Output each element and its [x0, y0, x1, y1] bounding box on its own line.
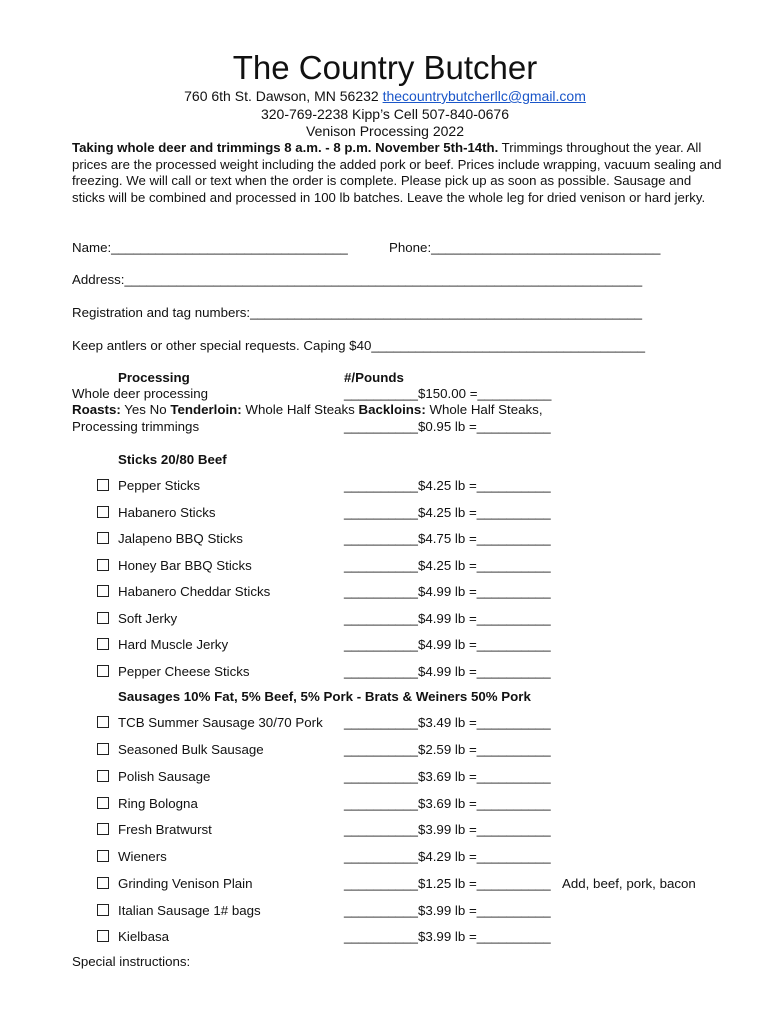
checkbox[interactable] — [97, 506, 109, 518]
item-label: Italian Sausage 1# bags — [118, 903, 261, 918]
email-link[interactable]: thecountrybutcherllc@gmail.com — [382, 88, 586, 104]
item-label: Ring Bologna — [118, 796, 198, 811]
item-label: Polish Sausage — [118, 769, 211, 784]
item-price[interactable]: __________$3.99 lb =__________ — [344, 903, 551, 918]
trimmings-price[interactable]: __________$0.95 lb =__________ — [344, 419, 551, 434]
item-label: Jalapeno BBQ Sticks — [118, 531, 243, 546]
sticks-heading: Sticks 20/80 Beef — [118, 452, 227, 467]
item-label: Habanero Sticks — [118, 505, 216, 520]
intro-bold: Taking whole deer and trimmings 8 a.m. - 8 p.m. November 5th-14th. — [72, 140, 499, 155]
item-price[interactable]: __________$4.75 lb =__________ — [344, 531, 551, 546]
item-label: Pepper Sticks — [118, 478, 201, 493]
processing-heading: Processing — [118, 370, 190, 385]
item-label: Hard Muscle Jerky — [118, 637, 229, 652]
whole-deer-label: Whole deer processing — [72, 386, 208, 401]
checkbox[interactable] — [97, 559, 109, 571]
item-price[interactable]: __________$4.99 lb =__________ — [344, 584, 551, 599]
item-label: Wieners — [118, 849, 167, 864]
roasts-options[interactable]: Yes No — [120, 402, 171, 417]
item-label: Seasoned Bulk Sausage — [118, 742, 264, 757]
item-price[interactable]: __________$3.99 lb =__________ — [344, 929, 551, 944]
checkbox[interactable] — [97, 532, 109, 544]
item-label: Grinding Venison Plain — [118, 876, 253, 891]
phone-field[interactable]: Phone:_______________________________ — [389, 240, 661, 255]
checkbox[interactable] — [97, 930, 109, 942]
item-label: Honey Bar BBQ Sticks — [118, 558, 252, 573]
intro-text: Trimmings throughout the year. All prices are the processed weight including the added pork or beef. Prices include wrapping, vacuum sealing and freezing. We will call or text when the order is complete. Please pick up as soon as possible. Sausage and sticks will be combined and processed in 100 lb batches. Leave the whole leg for dried venison or hard jerky. — [72, 140, 722, 205]
item-label: Soft Jerky — [118, 611, 178, 626]
backloins-options[interactable]: Whole Half Steaks, — [425, 402, 543, 417]
checkbox[interactable] — [97, 716, 109, 728]
item-label: Pepper Cheese Sticks — [118, 664, 250, 679]
address-line — [0, 88, 770, 105]
item-label: Kielbasa — [118, 929, 170, 944]
backloins-label: Backloins: — [358, 402, 426, 417]
pounds-heading: #/Pounds — [344, 370, 404, 385]
item-price[interactable]: __________$3.49 lb =__________ — [344, 715, 551, 730]
registration-field[interactable]: Registration and tag numbers:_____________________________________________________ — [72, 305, 643, 320]
item-price[interactable]: __________$3.69 lb =__________ — [344, 769, 551, 784]
cut-options-row — [72, 402, 543, 418]
item-price[interactable]: __________$4.99 lb =__________ — [344, 637, 551, 652]
item-price[interactable]: __________$4.99 lb =__________ — [344, 664, 551, 679]
checkbox[interactable] — [97, 665, 109, 677]
item-price[interactable]: __________$4.25 lb =__________ — [344, 478, 551, 493]
checkbox[interactable] — [97, 585, 109, 597]
address-field[interactable]: Address:______________________________________________________________________ — [72, 272, 643, 287]
item-label: Habanero Cheddar Sticks — [118, 584, 271, 599]
checkbox[interactable] — [97, 770, 109, 782]
checkbox[interactable] — [97, 612, 109, 624]
item-note: Add, beef, pork, bacon — [562, 876, 696, 891]
trimmings-label: Processing trimmings — [72, 419, 200, 434]
tenderloin-label: Tenderloin: — [170, 402, 242, 417]
checkbox[interactable] — [97, 479, 109, 491]
checkbox[interactable] — [97, 850, 109, 862]
form-subtitle: Venison Processing 2022 — [306, 123, 464, 139]
checkbox[interactable] — [97, 743, 109, 755]
special-requests-field[interactable]: Keep antlers or other special requests. Caping $40_____________________________________ — [72, 338, 645, 353]
checkbox[interactable] — [97, 797, 109, 809]
item-price[interactable]: __________$1.25 lb =__________ — [344, 876, 551, 891]
roasts-label: Roasts: — [72, 402, 121, 417]
shop-address: 760 6th St. Dawson, MN 56232 — [184, 88, 379, 104]
item-price[interactable]: __________$3.99 lb =__________ — [344, 822, 551, 837]
item-price[interactable]: __________$2.59 lb =__________ — [344, 742, 551, 757]
item-price[interactable]: __________$4.25 lb =__________ — [344, 505, 551, 520]
item-label: Fresh Bratwurst — [118, 822, 212, 837]
tenderloin-options[interactable]: Whole Half Steaks — [241, 402, 359, 417]
checkbox[interactable] — [97, 638, 109, 650]
item-price[interactable]: __________$4.99 lb =__________ — [344, 611, 551, 626]
sausages-heading: Sausages 10% Fat, 5% Beef, 5% Pork - Brats & Weiners 50% Pork — [118, 689, 531, 704]
item-label: TCB Summer Sausage 30/70 Pork — [118, 715, 323, 730]
checkbox[interactable] — [97, 877, 109, 889]
item-price[interactable]: __________$3.69 lb =__________ — [344, 796, 551, 811]
checkbox[interactable] — [97, 823, 109, 835]
page-title: The Country Butcher — [232, 49, 538, 86]
special-instructions-label[interactable]: Special instructions: — [72, 954, 191, 969]
whole-deer-price[interactable]: __________$150.00 =__________ — [344, 386, 552, 401]
phone-line: 320-769-2238 Kipp’s Cell 507-840-0676 — [260, 106, 510, 122]
item-price[interactable]: __________$4.25 lb =__________ — [344, 558, 551, 573]
item-price[interactable]: __________$4.29 lb =__________ — [344, 849, 551, 864]
checkbox[interactable] — [97, 904, 109, 916]
name-field[interactable]: Name:________________________________ — [72, 240, 348, 255]
intro-paragraph — [72, 140, 722, 206]
